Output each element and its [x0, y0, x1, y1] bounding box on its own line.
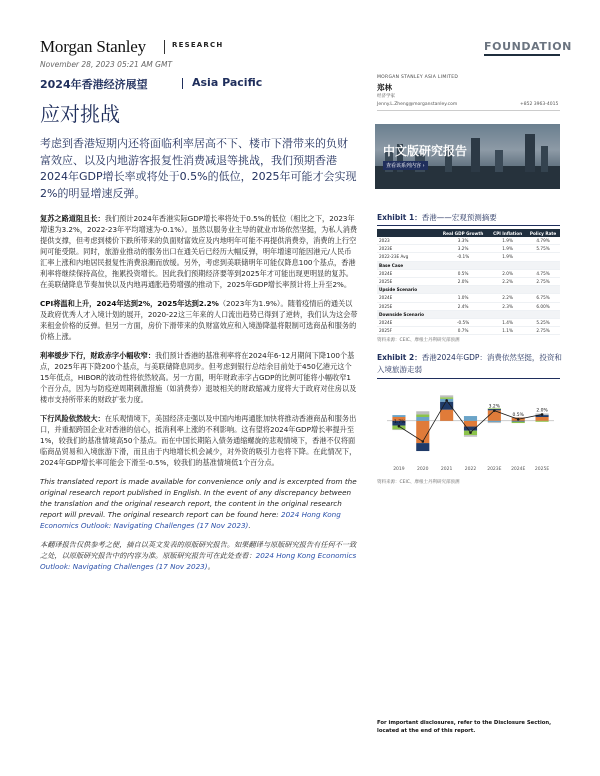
table-cell: 2.3% [489, 302, 526, 310]
table-cell: 1.9% [489, 245, 526, 253]
table-cell [526, 261, 560, 269]
table-cell [489, 310, 526, 318]
foundation-tag: FOUNDATION [484, 40, 572, 53]
table-cell: 1.4% [489, 318, 526, 326]
gdp-point [398, 425, 401, 428]
table-row [377, 269, 560, 277]
bar-segment [392, 415, 405, 417]
table-cell [526, 310, 560, 318]
data-label: -1.7% [392, 420, 406, 426]
bar-segment [464, 416, 477, 421]
data-label: 3.2% [488, 404, 501, 410]
table-cell: 2024E [377, 294, 437, 302]
data-label: 2.0% [536, 408, 548, 414]
bar-segment [536, 417, 549, 421]
table-cell: 2.4% [437, 302, 489, 310]
bar-segment [488, 421, 501, 422]
table-cell: 1.0% [437, 294, 489, 302]
table-cell: 2023E [377, 245, 437, 253]
bar-segment [464, 435, 477, 437]
table-cell: -0.1% [437, 253, 489, 261]
bar-segment [416, 414, 429, 417]
table-cell: 2025F [377, 327, 437, 335]
table-row [377, 253, 560, 261]
table-cell: 1.1% [489, 327, 526, 335]
x-tick-label: 2020 [417, 467, 429, 472]
table-section-row [377, 261, 560, 269]
table-cell: 2024E [377, 269, 437, 277]
x-tick-label: 2019 [393, 467, 405, 472]
logo-divider [164, 40, 165, 54]
table-cell: 2.75% [526, 327, 560, 335]
analyst-name: 郑林 [377, 83, 392, 92]
table-header-row [377, 229, 560, 237]
translation-note-cn [40, 539, 358, 572]
paragraph-rates [40, 350, 358, 405]
table-cell [489, 261, 526, 269]
chinese-research-banner[interactable] [375, 124, 560, 189]
table-cell: 0.5% [437, 269, 489, 277]
gdp-point [493, 409, 496, 412]
table-cell: 2.2% [489, 277, 526, 285]
table-cell: 2024E [377, 318, 437, 326]
table-cell: Base Case [377, 261, 437, 269]
analyst-org: MORGAN STANLEY ASIA LIMITED [377, 75, 459, 80]
original-report-link-cn[interactable]: 2024 Hong Kong Economics Outlook: Navigating Challenges (17 Nov 2023) [40, 551, 357, 571]
table-cell [437, 310, 489, 318]
original-report-link[interactable]: 2024 Hong Kong Economics Outlook: Navigating Challenges (17 Nov 2023) [40, 510, 341, 530]
report-body [40, 213, 358, 580]
table-row [377, 302, 560, 310]
table-cell: 3.3% [437, 237, 489, 245]
table-cell: 1.9% [489, 237, 526, 245]
note-end: . [248, 521, 251, 530]
macro-forecast-table [377, 229, 560, 335]
note-text: This translated report is made available for convenience only and is excerpted from the original research report published in English. In the event of any discrepancy between the translation and the original research report, the content in the original research report will prevail. The original research report can be found here: [40, 477, 357, 519]
banner-series-link[interactable]: 查看该系列内容 › [383, 161, 428, 170]
bar-segment [416, 417, 429, 421]
exhibit2-caption [377, 352, 562, 376]
table-row [377, 327, 560, 335]
table-column-header: Real GDP Growth [437, 229, 489, 237]
table-cell: 5.25% [526, 318, 560, 326]
table-cell: 3.2% [437, 245, 489, 253]
gdp-point [517, 418, 520, 421]
table-row [377, 245, 560, 253]
report-series[interactable]: 2024年香港经济展望 [40, 78, 148, 91]
exhibit1-source: 资料来源：CEIC、摩根士丹利研究部预测 [377, 338, 460, 343]
paragraph-text: 我们预计2024年香港实际GDP增长率将处于0.5%的低位（相比之下，2023年增速为3.2%，2022-23年平均增速为-0.1%）。虽然以服务业主导的就业市场依然坚挺，为私人消费提供支撑，但考虑到楼价下跌所带来的负面财富效应及内地明年可能不再提供消费券，消费的上行空间可能受限。同时，旅游业推动的服务出口在通关后已经历大幅反弹，明年增速可能因港元/人民币汇率上涨和内地居民报复性消费浪潮而放缓。另外，考虑到美联储明年可能仅降息100个基点，香港利率将继续保持高位，拖累投资增长。因此我们预期经济要等到2025年才可能出现更明显的复苏。在美联储降息节奏加快以及内地再通胀趋势增强的推动下，2025年GDP增长率预计将上升至2%。 [40, 214, 358, 289]
bar-segment [464, 421, 477, 427]
table-cell: Upside Scenario [377, 286, 437, 294]
x-tick-label: 2021 [440, 467, 453, 472]
paragraph-heading: 下行风险依然较大： [40, 414, 105, 423]
table-cell: -0.5% [437, 318, 489, 326]
exhibit-number: Exhibit 2： [377, 353, 422, 362]
paragraph-heading: 复苏之路道阻且长： [40, 214, 105, 223]
table-row [377, 318, 560, 326]
analyst-title: 经济学家 [377, 94, 395, 99]
table-column-header [377, 229, 437, 237]
analyst-email[interactable]: Jenny.L.Zheng@morganstanley.com [377, 102, 458, 107]
bar-segment [416, 421, 429, 443]
table-row [377, 294, 560, 302]
banner-title: 中文版研究报告 [383, 144, 468, 158]
exhibit-title: 香港——宏观预测摘要 [421, 213, 497, 222]
paragraph-text: 我们预计香港的基准利率将在2024年6-12月期间下降100个基点，2025年再下降200个基点，与美联储降息同步。但考虑到银行总结余目前处于450亿港元这个15年低点，HIBOR的波动性将依然较高。另一方面，明年财政赤字占GDP的比例可能将小幅收窄1个百分点，因为与防疫逆周期刺激措施（如消费券）退坡相关的财政缩减力度将大于政府对住房以及楼市支持所带来的财政扩张力度。 [40, 351, 357, 404]
foundation-underline [484, 54, 560, 56]
table-cell: 6.00% [526, 302, 560, 310]
table-cell: 2025E [377, 302, 437, 310]
table-cell: 2.2% [489, 294, 526, 302]
exhibit-number: Exhibit 1： [377, 213, 422, 222]
table-row [377, 237, 560, 245]
note-end: 。 [207, 562, 215, 571]
page-title: 应对挑战 [40, 102, 120, 126]
exhibit2-source: 资料来源：CEIC、摩根士丹利研究部预测 [377, 480, 460, 485]
exhibit2-rule [377, 378, 560, 379]
table-cell: 2023 [377, 237, 437, 245]
gdp-contribution-chart [377, 383, 560, 473]
paragraph-heading: CPI将温和上升，2024年达到2%，2025年达到2.2% [40, 299, 219, 308]
bar-segment [416, 411, 429, 414]
analyst-divider [377, 110, 560, 111]
table-cell [437, 261, 489, 269]
bar-segment [440, 395, 453, 397]
gdp-point [421, 440, 424, 443]
x-tick-label: 2022 [464, 467, 477, 472]
table-cell: 0.7% [437, 327, 489, 335]
table-cell: 1.9% [489, 253, 526, 261]
bar-segment [536, 421, 549, 422]
translation-note-en [40, 476, 358, 531]
table-cell: 4.75% [526, 269, 560, 277]
report-region[interactable]: Asia Pacific [192, 76, 263, 89]
series-divider [182, 78, 183, 89]
bar-segment [440, 410, 453, 421]
bar-segment [512, 422, 525, 423]
bar-segment [488, 422, 501, 423]
exhibit-title: 香港2024年GDP：消费依然坚挺，投资和入境旅游走弱 [377, 353, 562, 374]
gdp-point [445, 399, 448, 402]
table-cell: 5.75% [526, 245, 560, 253]
table-cell: 2.0% [437, 277, 489, 285]
table-cell [526, 286, 560, 294]
table-column-header: Policy Rate [526, 229, 560, 237]
table-cell [489, 286, 526, 294]
data-label: 0.5% [512, 413, 524, 419]
paragraph-heading: 利率缓步下行，财政赤字小幅收窄： [40, 351, 156, 360]
paragraph-outlook [40, 213, 358, 290]
paragraph-risks [40, 413, 358, 468]
disclosure-note: For important disclosures, refer to the Disclosure Section, located at the end of this report. [377, 720, 552, 734]
paragraph-text: （2023年为1.9%）。随着疫情后的通关以及政府优秀人才入境计划的展开，2020-22这三年来的人口流出趋势已得到了逆转，我们认为这会带来租金价格的反弹。但另一方面，房价下滑带来的负财富效应和入境游降温将限制可选商品和服务的价格上涨。 [40, 299, 358, 341]
gdp-point [469, 431, 472, 434]
note-text: 本翻译报告仅供参考之便，摘自以英文发表的原版研究报告。如果翻译与原版研究报告有任何不一致之处，以原版研究报告中的内容为准。原版研究报告可在此处查看： [40, 540, 357, 560]
exhibit1-caption [377, 212, 497, 223]
table-cell: 6.75% [526, 294, 560, 302]
paragraph-text: 在乐观情境下，美国经济走强以及中国内地再通胀加快将推动香港商品和服务出口，并重振跨国企业对香港的信心，抵消利率上涨的不利影响。这有望将2024年GDP增长率提升至1%，较我们的基准情境高50个基点。而在中国长期陷入债务通缩螺旋的悲观情境下，香港不仅将面临商品贸易和入境旅游下滑，而且由于内地增长机会减少，对外资的吸引力也将下降。在此情况下，2024年GDP增长率可能会下滑至-0.5%，较我们的基准情境低1个百分点。 [40, 414, 357, 467]
x-tick-label: 2025E [534, 467, 550, 472]
table-section-row [377, 310, 560, 318]
table-cell: 4.79% [526, 237, 560, 245]
x-tick-label: 2023E [487, 467, 502, 472]
analyst-phone: +852 3963-4015 [520, 102, 559, 107]
table-cell: Downside Scenario [377, 310, 437, 318]
table-cell [526, 253, 560, 261]
research-label: RESEARCH [172, 41, 224, 49]
lead-paragraph: 考虑到香港短期内还将面临利率居高不下、楼市下滑带来的负财富效应、以及内地游客报复性消费减退等挑战，我们预期香港2024年GDP增长率或将处于0.5%的低位，2025年可能才会实现2%的明显增速反弹。 [40, 137, 357, 200]
publish-date: November 28, 2023 05:21 AM GMT [40, 60, 173, 69]
morgan-stanley-logo: Morgan Stanley [40, 37, 146, 56]
table-cell: 2.0% [489, 269, 526, 277]
table-column-header: CPI Inflation [489, 229, 526, 237]
bar-segment [440, 397, 453, 399]
gdp-point [541, 413, 544, 416]
table-cell: 2025E [377, 277, 437, 285]
exhibit1-rule [377, 225, 560, 226]
bar-segment [416, 443, 429, 451]
table-cell: 2022-23E Avg [377, 253, 437, 261]
bar-segment [512, 421, 525, 422]
paragraph-cpi [40, 298, 358, 342]
x-tick-label: 2024E [511, 467, 526, 472]
table-row [377, 277, 560, 285]
table-cell [437, 286, 489, 294]
table-cell: 2.75% [526, 277, 560, 285]
table-section-row [377, 286, 560, 294]
